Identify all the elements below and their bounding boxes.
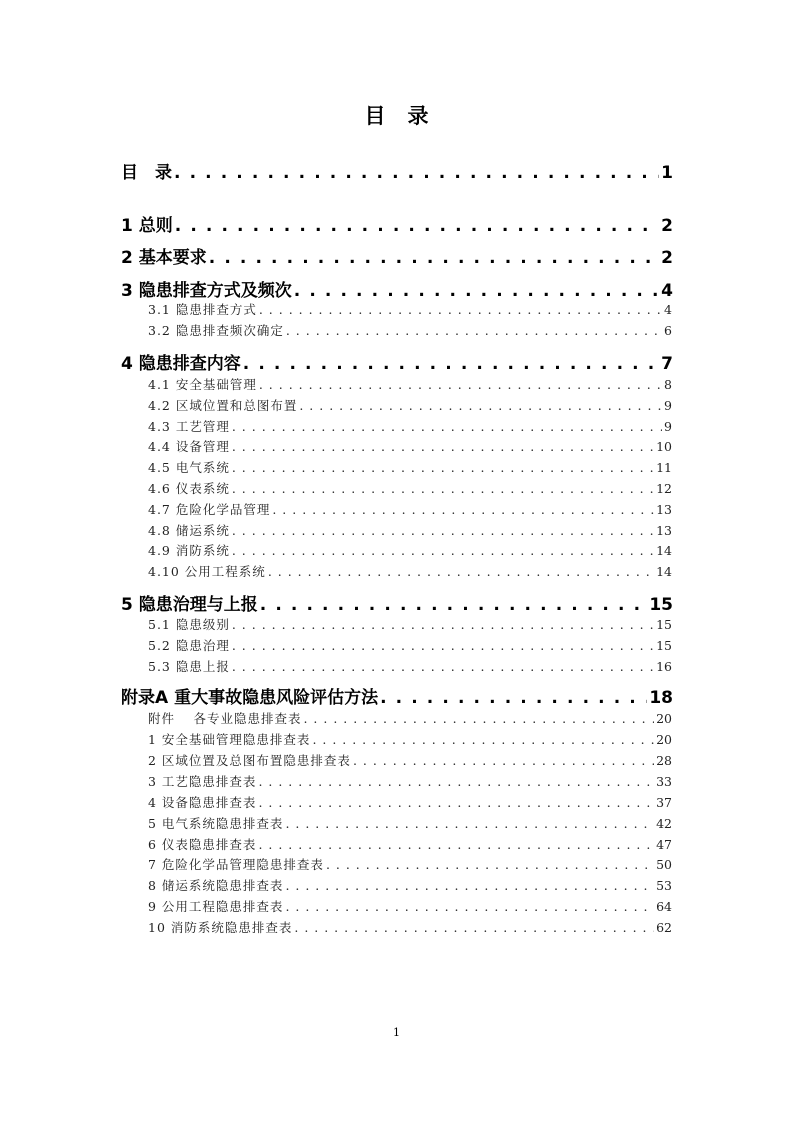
toc-heading-entry[interactable] — [121, 683, 673, 708]
toc-dot-leader — [294, 281, 659, 301]
toc-subentry[interactable] — [148, 730, 672, 748]
toc-subentry[interactable] — [148, 500, 672, 518]
toc-entry-label: 3.1 隐患排查方式 — [148, 302, 257, 317]
toc-dot-leader — [285, 878, 654, 893]
toc-entry-page: 8 — [664, 377, 672, 392]
toc-subentry[interactable] — [148, 918, 672, 936]
toc-dot-leader — [286, 323, 662, 338]
toc-dot-leader — [232, 659, 654, 674]
toc-entry-label: 5.1 隐患级别 — [148, 617, 230, 632]
toc-entry-label: 1 总则 — [121, 216, 173, 236]
toc-entry-label: 4.6 仪表系统 — [148, 481, 230, 496]
toc-entry-page: 15 — [656, 638, 672, 653]
toc-entry-page: 4 — [661, 281, 673, 301]
toc-entry-label: 3 隐患排查方式及频次 — [121, 281, 292, 301]
toc-dot-leader — [232, 439, 654, 454]
toc-dot-leader — [326, 857, 654, 872]
toc-subentry[interactable] — [148, 897, 672, 915]
toc-dot-leader — [268, 564, 654, 579]
toc-subentry[interactable] — [148, 300, 672, 318]
toc-dot-leader — [232, 523, 654, 538]
toc-entry-label: 4 隐患排查内容 — [121, 354, 241, 374]
toc-heading-entry[interactable] — [121, 211, 673, 236]
toc-subentry[interactable] — [148, 562, 672, 580]
toc-subentry[interactable] — [148, 657, 672, 675]
toc-dot-leader — [258, 837, 654, 852]
toc-entry-label: 4.4 设备管理 — [148, 439, 230, 454]
toc-entry-label: 4.1 安全基础管理 — [148, 377, 257, 392]
toc-dot-leader — [285, 816, 654, 831]
toc-entry-label: 5 电气系统隐患排查表 — [148, 816, 284, 831]
toc-dot-leader — [299, 398, 662, 413]
toc-entry-page: 18 — [649, 688, 673, 708]
toc-entry-label: 3 工艺隐患排查表 — [148, 774, 257, 789]
toc-subentry[interactable] — [148, 437, 672, 455]
toc-entry-label: 1 安全基础管理隐患排查表 — [148, 732, 311, 747]
toc-entry-page: 37 — [656, 795, 672, 810]
toc-entry-page: 6 — [664, 323, 672, 338]
toc-dot-leader — [294, 920, 654, 935]
toc-dot-leader — [232, 481, 654, 496]
toc-dot-leader — [232, 638, 654, 653]
toc-entry-page: 9 — [664, 419, 672, 434]
toc-entry-label: 5.3 隐患上报 — [148, 659, 230, 674]
toc-entry-page: 1 — [661, 163, 673, 183]
toc-entry-page: 12 — [656, 481, 672, 496]
toc-entry-page: 53 — [656, 878, 672, 893]
toc-dot-leader — [258, 774, 654, 789]
toc-entry-page: 13 — [656, 523, 672, 538]
toc-entry-page: 16 — [656, 659, 672, 674]
toc-dot-leader — [232, 617, 654, 632]
toc-dot-leader — [312, 732, 654, 747]
toc-entry-label: 7 危险化学品管理隐患排查表 — [148, 857, 324, 872]
toc-subentry[interactable] — [148, 835, 672, 853]
toc-heading-entry[interactable] — [121, 276, 673, 301]
toc-entry-label: 5.2 隐患治理 — [148, 638, 230, 653]
toc-subentry[interactable] — [148, 793, 672, 811]
toc-entry-page: 33 — [656, 774, 672, 789]
toc-entry-label: 5 隐患治理与上报 — [121, 595, 258, 615]
toc-entry-page: 2 — [661, 248, 673, 268]
toc-entry-label: 10 消防系统隐患排查表 — [148, 920, 293, 935]
toc-dot-leader — [174, 163, 659, 183]
toc-entry-page: 47 — [656, 837, 672, 852]
toc-entry-label: 4 设备隐患排查表 — [148, 795, 257, 810]
toc-entry-label: 2 基本要求 — [121, 248, 207, 268]
toc-subentry[interactable] — [148, 541, 672, 559]
toc-dot-leader — [258, 795, 654, 810]
toc-dot-leader — [259, 377, 662, 392]
toc-entry-page: 15 — [649, 595, 673, 615]
toc-subentry[interactable] — [148, 321, 672, 339]
title-char-1: 目 — [364, 104, 386, 128]
toc-entry-page: 7 — [661, 354, 673, 374]
toc-subentry[interactable] — [148, 814, 672, 832]
toc-entry-page: 14 — [656, 564, 672, 579]
toc-entry-label: 3.2 隐患排查频次确定 — [148, 323, 284, 338]
toc-dot-leader — [303, 711, 654, 726]
toc-subentry[interactable] — [148, 417, 672, 435]
toc-heading-entry[interactable] — [121, 349, 673, 374]
toc-entry-page: 50 — [656, 857, 672, 872]
toc-dot-leader — [272, 502, 654, 517]
toc-heading-entry[interactable] — [121, 243, 673, 268]
toc-dot-leader — [232, 543, 654, 558]
toc-dot-leader — [353, 753, 654, 768]
toc-dot-leader — [285, 899, 654, 914]
toc-entry-page: 15 — [656, 617, 672, 632]
toc-dot-leader — [260, 595, 648, 615]
toc-dot-leader — [259, 302, 662, 317]
toc-entry-label: 4.7 危险化学品管理 — [148, 502, 271, 517]
toc-entry-label: 4.8 储运系统 — [148, 523, 230, 538]
toc-heading-entry[interactable] — [121, 158, 673, 183]
toc-dot-leader — [232, 419, 662, 434]
toc-entry-label: 6 仪表隐患排查表 — [148, 837, 257, 852]
toc-entry-label: 附录A 重大事故隐患风险评估方法 — [121, 688, 379, 708]
toc-dot-leader — [232, 460, 654, 475]
toc-entry-page: 64 — [656, 899, 672, 914]
toc-entry-label: 附件 各专业隐患排查表 — [148, 711, 302, 726]
toc-entry-page: 4 — [664, 302, 672, 317]
toc-entry-page: 42 — [656, 816, 672, 831]
toc-entry-page: 20 — [656, 732, 672, 747]
toc-dot-leader — [175, 216, 659, 236]
toc-entry-page: 11 — [656, 460, 672, 475]
toc-subentry[interactable] — [148, 855, 672, 873]
toc-entry-label: 9 公用工程隐患排查表 — [148, 899, 284, 914]
page-title — [0, 100, 793, 130]
toc-dot-leader — [380, 688, 647, 708]
title-char-2: 录 — [407, 104, 429, 128]
toc-entry-page: 14 — [656, 543, 672, 558]
toc-entry-label: 8 储运系统隐患排查表 — [148, 878, 284, 893]
toc-entry-page: 28 — [656, 753, 672, 768]
toc-entry-page: 9 — [664, 398, 672, 413]
toc-subentry[interactable] — [148, 458, 672, 476]
page-number: 1 — [393, 1026, 400, 1039]
toc-entry-page: 13 — [656, 502, 672, 517]
toc-entry-label: 4.10 公用工程系统 — [148, 564, 266, 579]
toc-entry-label: 4.3 工艺管理 — [148, 419, 230, 434]
toc-entry-page: 10 — [656, 439, 672, 454]
toc-entry-page: 20 — [656, 711, 672, 726]
toc-entry-label: 2 区域位置及总图布置隐患排查表 — [148, 753, 351, 768]
toc-subentry[interactable] — [148, 615, 672, 633]
toc-subentry[interactable] — [148, 751, 672, 769]
toc-subentry[interactable] — [148, 709, 672, 727]
toc-subentry[interactable] — [148, 521, 672, 539]
toc-subentry[interactable] — [148, 772, 672, 790]
toc-subentry[interactable] — [148, 479, 672, 497]
toc-subentry[interactable] — [148, 375, 672, 393]
toc-entry-label: 4.5 电气系统 — [148, 460, 230, 475]
toc-entry-label: 4.9 消防系统 — [148, 543, 230, 558]
toc-heading-entry[interactable] — [121, 590, 673, 615]
toc-entry-label: 目 录 — [121, 163, 172, 183]
toc-subentry[interactable] — [148, 876, 672, 894]
toc-subentry[interactable] — [148, 636, 672, 654]
toc-entry-label: 4.2 区域位置和总图布置 — [148, 398, 298, 413]
toc-subentry[interactable] — [148, 396, 672, 414]
toc-entry-page: 2 — [661, 216, 673, 236]
toc-entry-page: 62 — [656, 920, 672, 935]
toc-dot-leader — [209, 248, 659, 268]
toc-dot-leader — [243, 354, 659, 374]
